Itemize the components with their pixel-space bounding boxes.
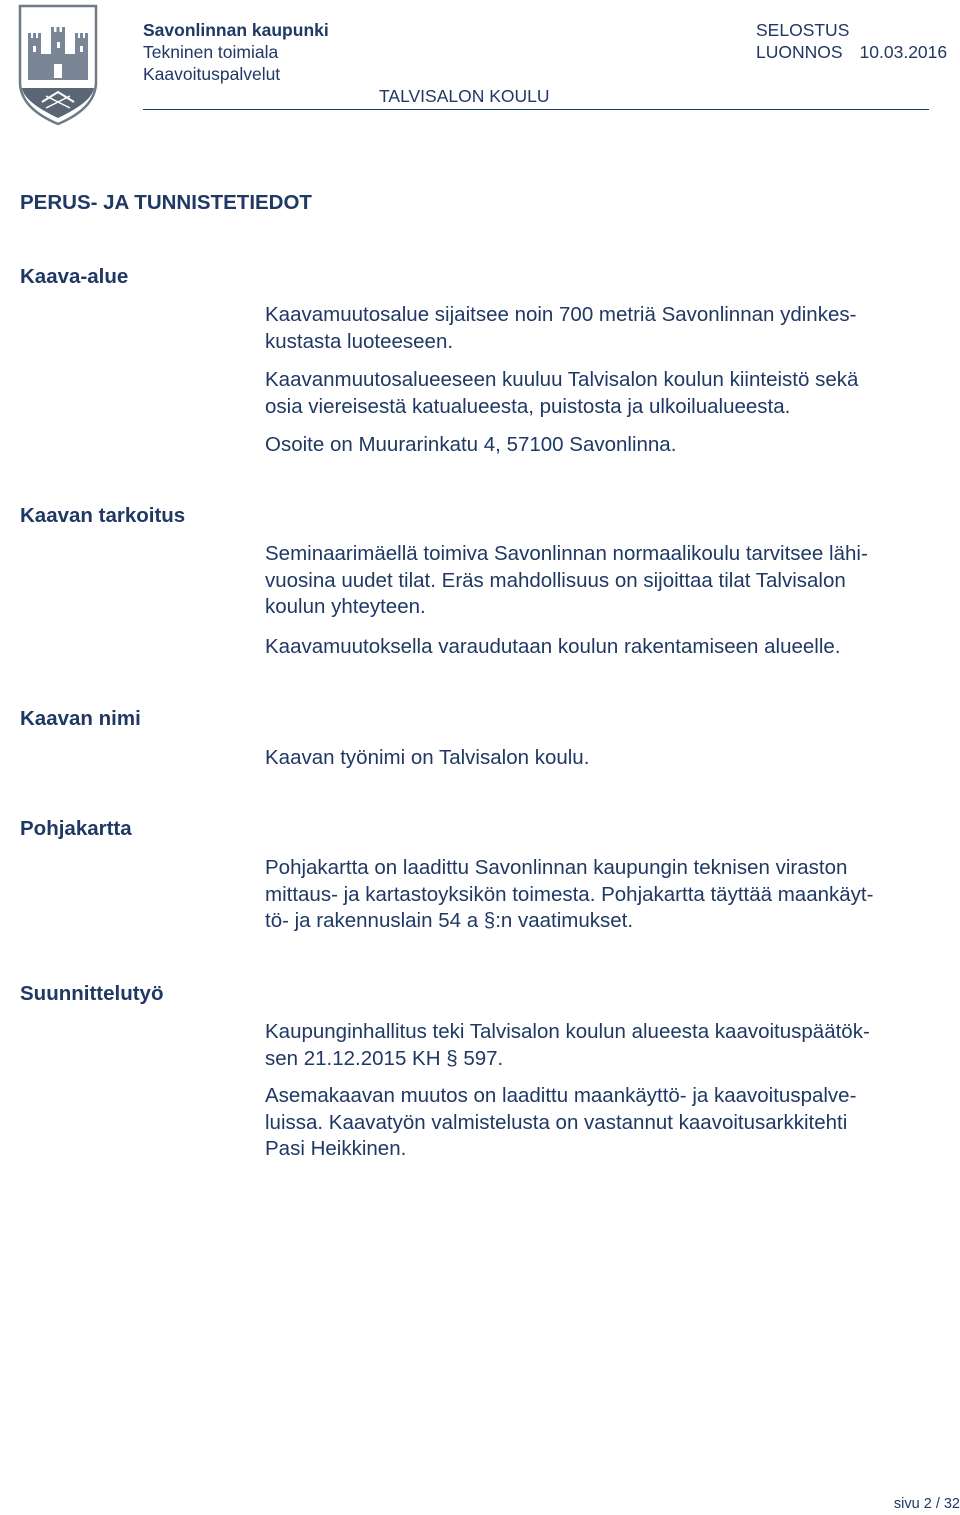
document-status: LUONNOS	[756, 42, 843, 62]
text-suunnittelutyo-2	[265, 1083, 945, 1163]
label-kaavan-nimi: Kaavan nimi	[20, 707, 141, 730]
section-title: PERUS- JA TUNNISTETIEDOT	[20, 191, 312, 214]
text-line: Seminaarimäellä toimiva Savonlinnan normaalikoulu tarvitsee lähi-	[265, 542, 868, 565]
header-divider	[143, 109, 929, 110]
header-left	[143, 19, 329, 85]
text-line: osia viereisestä katualueesta, puistosta ja ulkoilualueesta.	[265, 394, 791, 418]
label-kaavan-tarkoitus: Kaavan tarkoitus	[20, 504, 186, 527]
document-title: TALVISALON KOULU	[379, 86, 550, 106]
label-kaava-alue: Kaava-alue	[20, 265, 129, 288]
text-line: kustasta luoteeseen.	[265, 329, 454, 353]
text-kaavan-tarkoitus-2	[265, 634, 945, 661]
text-kaava-alue-2	[265, 367, 945, 420]
unit-name: Kaavoituspalvelut	[143, 64, 281, 84]
page-number: sivu 2 / 32	[893, 1496, 960, 1512]
text-line: Osoite on Muurarinkatu 4, 57100 Savonlinna.	[265, 433, 677, 456]
draft-status-line	[756, 41, 947, 63]
text-kaavan-nimi	[265, 745, 945, 772]
text-line: Kaavan työnimi on Talvisalon koulu.	[265, 746, 590, 769]
text-line: Asemakaavan muutos on laadittu maankäyttö- ja kaavoituspalve-	[265, 1084, 857, 1107]
text-line: koulun yhteyteen.	[265, 595, 426, 618]
text-line: Pasi Heikkinen.	[265, 1137, 407, 1160]
text-line: mittaus- ja kartastoyksikön toimesta. Pohjakartta täyttää maankäyt-	[265, 882, 874, 906]
text-line: Kaavamuutosalue sijaitsee noin 700 metriä Savonlinnan ydinkes-	[265, 303, 857, 326]
text-kaava-alue-3	[265, 432, 945, 459]
text-line: luissa. Kaavatyön valmistelusta on vastannut kaavoitusarkkitehti	[265, 1110, 848, 1134]
text-suunnittelutyo	[265, 1019, 945, 1072]
coat-of-arms-icon	[18, 4, 98, 126]
document-date: 10.03.2016	[859, 42, 948, 62]
text-line: Pohjakartta on laadittu Savonlinnan kaupungin teknisen viraston	[265, 856, 848, 879]
department-name: Tekninen toimiala	[143, 42, 279, 62]
text-pohjakartta	[265, 855, 945, 935]
text-line: Kaavamuutoksella varaudutaan koulun rakentamiseen alueelle.	[265, 635, 841, 658]
text-line: vuosina uudet tilat. Eräs mahdollisuus on sijoittaa tilat Talvisalon	[265, 568, 846, 592]
text-line: sen 21.12.2015 KH § 597.	[265, 1046, 504, 1070]
header-right	[756, 19, 947, 63]
document-type: SELOSTUS	[756, 20, 850, 40]
text-line: Kaavanmuutosalueeseen kuuluu Talvisalon koulun kiinteistö sekä	[265, 368, 859, 391]
text-kaavan-tarkoitus	[265, 541, 945, 621]
organization-name: Savonlinnan kaupunki	[143, 20, 329, 40]
text-kaava-alue	[265, 302, 945, 355]
text-line: Kaupunginhallitus teki Talvisalon koulun alueesta kaavoituspäätök-	[265, 1020, 870, 1043]
label-pohjakartta: Pohjakartta	[20, 817, 132, 840]
text-line: tö- ja rakennuslain 54 a §:n vaatimukset.	[265, 909, 634, 932]
label-suunnittelutyo: Suunnittelutyö	[20, 982, 164, 1005]
